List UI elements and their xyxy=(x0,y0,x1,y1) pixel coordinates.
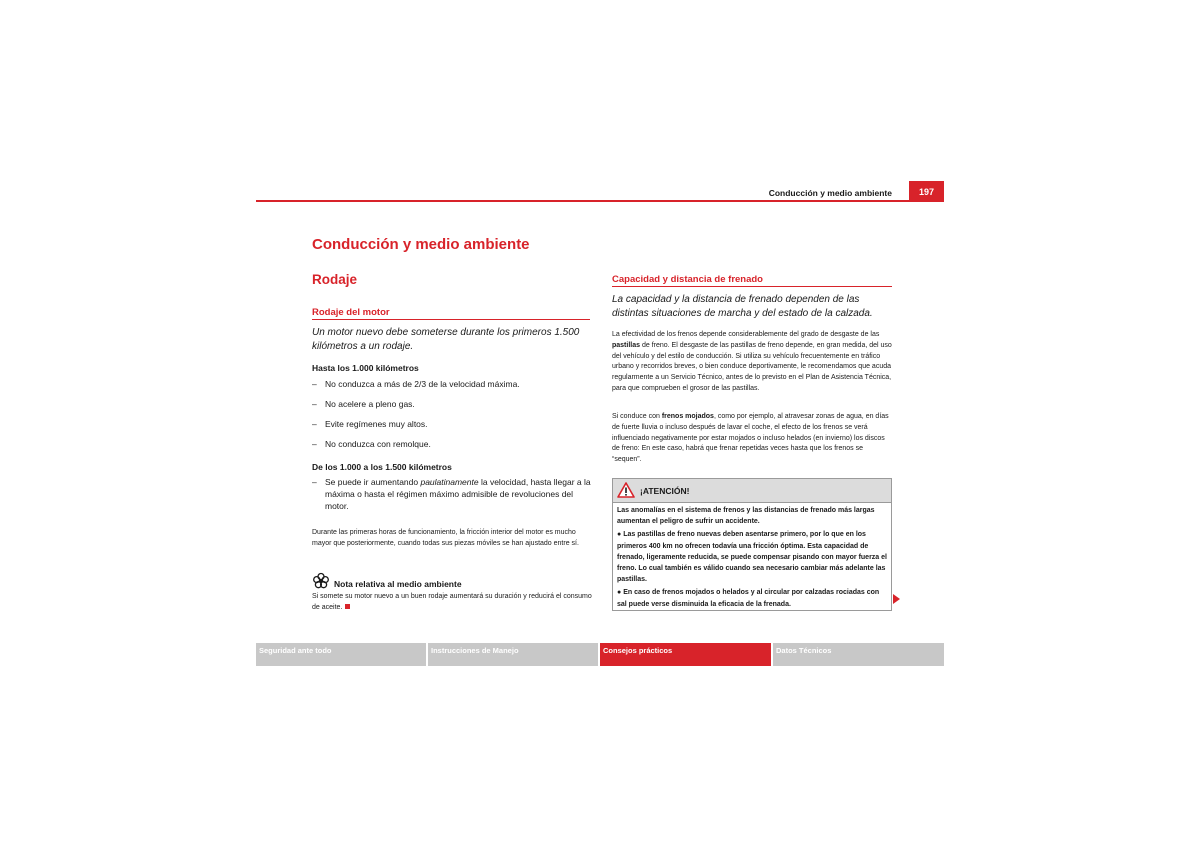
warning-body xyxy=(617,505,889,612)
header-rule xyxy=(256,200,944,202)
warning-intro: Las anomalías en el sistema de frenos y las distancias de frenado más largas aumentan el peligro de sufrir un accidente. xyxy=(617,507,875,526)
tab-instrucciones[interactable]: Instrucciones de Manejo xyxy=(428,643,598,666)
warning-triangle-icon xyxy=(617,482,635,498)
subsection-rule xyxy=(312,319,590,320)
lead-text-frenado: La capacidad y la distancia de frenado dependen de las distintas situaciones de marcha y del estado de la calzada. xyxy=(612,294,873,319)
tab-seguridad[interactable]: Seguridad ante todo xyxy=(256,643,426,666)
section-title: Rodaje xyxy=(312,272,358,287)
tab-consejos[interactable]: Consejos prácticos xyxy=(600,643,771,666)
list-item: – Se puede ir aumentando paulatinamente la velocidad, hasta llegar a la máxima o hasta el régimen máximo admisible de revoluciones del motor. xyxy=(312,477,591,511)
tab-datos[interactable]: Datos Técnicos xyxy=(773,643,944,666)
warning-header xyxy=(613,479,891,503)
list-item: – No conduzca a más de 2/3 de la velocidad máxima. xyxy=(312,379,520,389)
flower-icon xyxy=(312,572,330,590)
warning-bullet: ● En caso de frenos mojados o helados y al circular por calzadas rociadas con sal puede verse disminuida la eficacia de la frenada. xyxy=(617,589,880,608)
warning-title: ¡ATENCIÓN! xyxy=(640,486,690,496)
list-item: – No acelere a pleno gas. xyxy=(312,399,415,409)
running-header: Conducción y medio ambiente xyxy=(768,188,892,198)
continue-arrow-icon xyxy=(893,594,900,604)
friction-paragraph: Durante las primeras horas de funcionamiento, la fricción interior del motor es mucho mayor que posteriormente, cuando todas sus piezas móviles se han ajustado entre sí. xyxy=(312,529,579,547)
page-number: 197 xyxy=(909,181,944,201)
subsection-rule xyxy=(612,286,892,287)
environment-note-text: Si somete su motor nuevo a un buen rodaje aumentará su duración y reducirá el consumo de aceite. xyxy=(312,593,592,611)
subsection-title-frenado: Capacidad y distancia de frenado xyxy=(612,274,763,285)
list-item: – Evite regímenes muy altos. xyxy=(312,419,428,429)
warning-bullet: ● Las pastillas de freno nuevas deben asentarse primero, por lo que en los primeros 400 km no ofrecen todavía una fricción óptima. Esta capacidad de frenado, ligeramente reducida, se puede compensar pisando con mayor fuerza el freno. Lo cual también es válido cuando sea necesario cambiar más adelante las pastillas. xyxy=(617,531,887,584)
lead-text-rodaje: Un motor nuevo debe someterse durante los primeros 1.500 kilómetros a un rodaje. xyxy=(312,327,580,352)
chapter-title: Conducción y medio ambiente xyxy=(312,236,530,253)
brake-pads-paragraph: La efectividad de los frenos depende considerablemente del grado de desgaste de las pastillas de freno. El desgaste de las pastillas de freno depende, en gran medida, del uso del vehículo y del estilo de conducción. Si utiliza su vehículo frecuentemente en tráfico urbano y recorridos breves, o bien conduce deportivamente, le recomendamos que acuda regularmente a un Servicio Técnico, antes de lo previsto en el Plan de Asistencia Técnica, para que comprueben el grosor de las pastillas. xyxy=(612,331,892,392)
group-title-1000: Hasta los 1.000 kilómetros xyxy=(312,363,419,373)
end-of-section-mark xyxy=(345,604,350,609)
list-item: – No conduzca con remolque. xyxy=(312,439,431,449)
environment-note-title: Nota relativa al medio ambiente xyxy=(334,579,462,589)
wet-brakes-paragraph: Si conduce con frenos mojados, como por ejemplo, al atravesar zonas de agua, en días de fuerte lluvia o incluso después de lavar el coche, el efecto de los frenos se verá influenciado negativamente por estar mojados o incluso helados (en invierno) los discos de freno: En este caso, habrá que frenar repetidas veces hasta que los frenos se “sequen”. xyxy=(612,413,889,464)
subsection-title-rodaje: Rodaje del motor xyxy=(312,307,390,318)
group-title-1500: De los 1.000 a los 1.500 kilómetros xyxy=(312,462,452,472)
warning-box xyxy=(612,478,892,611)
